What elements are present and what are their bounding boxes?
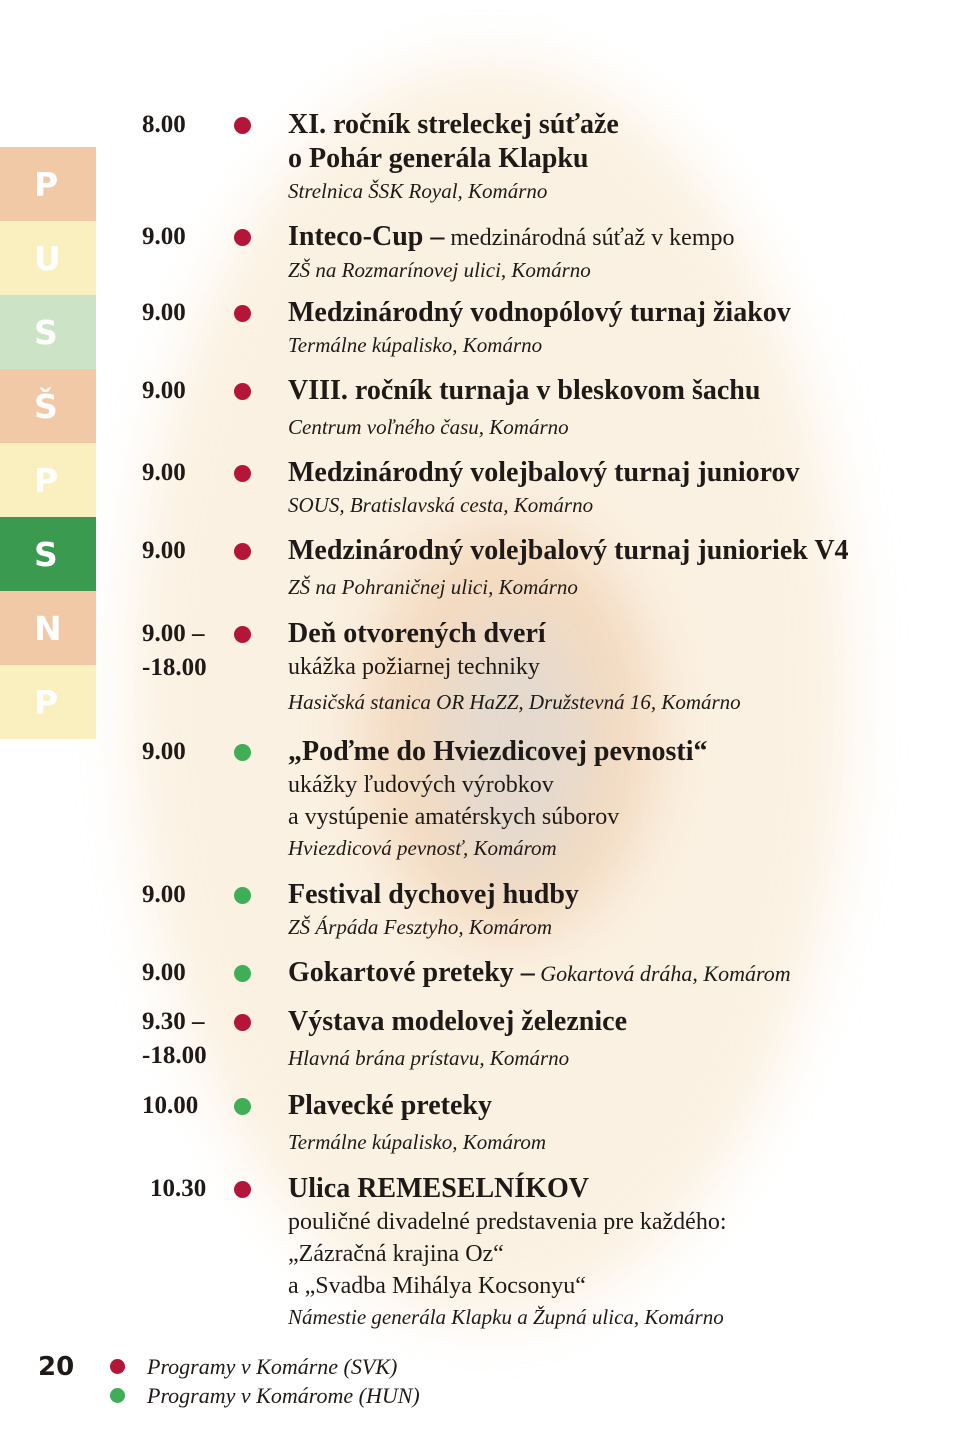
red-dot-icon (110, 1359, 125, 1374)
event-content (288, 296, 948, 360)
green-dot-icon (234, 1098, 251, 1115)
day-strip-letter: N (0, 591, 96, 665)
legend-label: Programy v Komárne (SVK) (147, 1353, 398, 1379)
page-number: 20 (38, 1352, 75, 1382)
event-time-end: -18.00 (142, 1042, 207, 1069)
event-description: a vystúpenie amatérskych súborov (288, 804, 620, 830)
event-content (288, 617, 948, 717)
event-time-start: 9.00 – (142, 620, 205, 647)
legend (110, 1352, 420, 1410)
red-dot-icon (234, 626, 251, 643)
event-location: ZŠ na Pohraničnej ulici, Komárno (288, 575, 578, 599)
event-location: Hviezdicová pevnosť, Komárom (288, 836, 557, 860)
event-title (288, 735, 948, 769)
event-location: Strelnica ŠSK Royal, Komárno (288, 179, 548, 203)
event-time (142, 617, 207, 685)
event-time-start: 9.00 (142, 537, 186, 564)
event-content (288, 456, 948, 520)
event-time-start: 9.30 – (142, 1008, 205, 1035)
event-title (288, 956, 948, 991)
event-content (288, 1005, 948, 1073)
event-title-suffix: medzinárodná súťaž v kempo (444, 225, 735, 251)
red-dot-icon (234, 117, 251, 134)
event-time (142, 1089, 198, 1123)
event-time (150, 1172, 206, 1206)
red-dot-icon (234, 305, 251, 322)
event-content (288, 374, 948, 442)
legend-label: Programy v Komárome (HUN) (147, 1382, 420, 1408)
day-strip-letter: U (0, 221, 96, 295)
event-description: ukážky ľudových výrobkov (288, 772, 554, 798)
event-title (288, 220, 948, 255)
event-location: Centrum voľného času, Komárno (288, 415, 569, 439)
event-location: ZŠ Árpáda Fesztyho, Komárom (288, 915, 553, 939)
red-dot-icon (234, 543, 251, 560)
event-title-text: XI. ročník streleckej súťaže (288, 109, 619, 140)
event-title-text: Deň otvorených dverí (288, 618, 546, 649)
event-location-inline: Gokartová dráha, Komárom (534, 961, 791, 986)
event-title-text: „Poďme do Hviezdicovej pevnosti“ (288, 736, 708, 767)
event-time (142, 456, 186, 490)
event-title (288, 108, 948, 142)
event-title (288, 617, 948, 651)
event-content (288, 534, 948, 602)
day-strip-letter: S (0, 295, 96, 369)
event-time (142, 878, 186, 912)
event-content (288, 735, 948, 863)
red-dot-icon (234, 465, 251, 482)
event-time-end: -18.00 (142, 654, 207, 681)
event-content (288, 1172, 948, 1332)
event-title (288, 374, 948, 408)
green-dot-icon (234, 744, 251, 761)
green-dot-icon (110, 1388, 125, 1403)
day-strip (0, 147, 96, 739)
event-content (288, 878, 948, 942)
event-title-text: Medzinárodný volejbalový turnaj junioriek V4 (288, 535, 849, 566)
event-time (142, 108, 186, 142)
red-dot-icon (234, 383, 251, 400)
event-title-text: Výstava modelovej železnice (288, 1006, 627, 1037)
red-dot-icon (234, 1014, 251, 1031)
event-time-start: 9.00 (142, 738, 186, 765)
day-strip-letter: S (0, 517, 96, 591)
event-title-text: Festival dychovej hudby (288, 879, 579, 910)
event-time-start: 10.00 (142, 1092, 199, 1119)
event-title (288, 1089, 948, 1123)
event-time (142, 1005, 207, 1073)
event-description: „Zázračná krajina Oz“ (288, 1241, 504, 1267)
day-strip-letter: Š (0, 369, 96, 443)
red-dot-icon (234, 229, 251, 246)
event-time-start: 8.00 (142, 111, 186, 138)
event-title-line2: o Pohár generála Klapku (288, 143, 589, 174)
event-title-text: Medzinárodný vodnopólový turnaj žiakov (288, 297, 791, 328)
event-title (288, 296, 948, 330)
event-time (142, 296, 186, 330)
event-description: ukážka požiarnej techniky (288, 654, 540, 680)
event-location: Hasičská stanica OR HaZZ, Družstevná 16, Komárno (288, 690, 741, 714)
event-description: a „Svadba Mihálya Kocsonyu“ (288, 1273, 586, 1299)
event-location: Termálne kúpalisko, Komárno (288, 333, 543, 357)
event-content (288, 108, 948, 206)
event-location: Námestie generála Klapku a Župná ulica, Komárno (288, 1305, 724, 1329)
event-time-start: 9.00 (142, 223, 186, 250)
event-time (142, 374, 186, 408)
day-strip-letter: P (0, 147, 96, 221)
event-title (288, 534, 948, 568)
event-title-text: VIII. ročník turnaja v bleskovom šachu (288, 375, 761, 406)
legend-item-svk (110, 1352, 420, 1381)
green-dot-icon (234, 887, 251, 904)
event-title-text: Gokartové preteky – (288, 957, 535, 988)
day-strip-letter: P (0, 443, 96, 517)
event-time-start: 9.00 (142, 881, 186, 908)
event-time (142, 956, 186, 990)
event-location: ZŠ na Rozmarínovej ulici, Komárno (288, 258, 591, 282)
event-time (142, 534, 186, 568)
event-time-start: 9.00 (142, 959, 186, 986)
event-content (288, 1089, 948, 1157)
event-time (142, 220, 186, 254)
event-description: pouličné divadelné predstavenia pre každého: (288, 1209, 727, 1235)
legend-item-hun (110, 1381, 420, 1410)
event-time-start: 9.00 (142, 299, 186, 326)
event-time-start: 9.00 (142, 459, 186, 486)
event-title (288, 456, 948, 490)
event-title-text: Plavecké preteky (288, 1090, 492, 1121)
event-title-text: Inteco-Cup – (288, 221, 445, 252)
event-title (288, 1005, 948, 1039)
event-content (288, 220, 948, 285)
event-content (288, 956, 948, 991)
event-title (288, 1172, 948, 1206)
green-dot-icon (234, 965, 251, 982)
event-title (288, 878, 948, 912)
red-dot-icon (234, 1181, 251, 1198)
event-time-start: 10.30 (150, 1175, 207, 1202)
event-title-text: Medzinárodný volejbalový turnaj juniorov (288, 457, 800, 488)
event-time (142, 735, 186, 769)
event-location: Hlavná brána prístavu, Komárno (288, 1046, 570, 1070)
event-title-text: Ulica REMESELNÍKOV (288, 1173, 590, 1204)
event-location: Termálne kúpalisko, Komárom (288, 1130, 547, 1154)
day-strip-letter: P (0, 665, 96, 739)
event-location: SOUS, Bratislavská cesta, Komárno (288, 493, 594, 517)
event-time-start: 9.00 (142, 377, 186, 404)
